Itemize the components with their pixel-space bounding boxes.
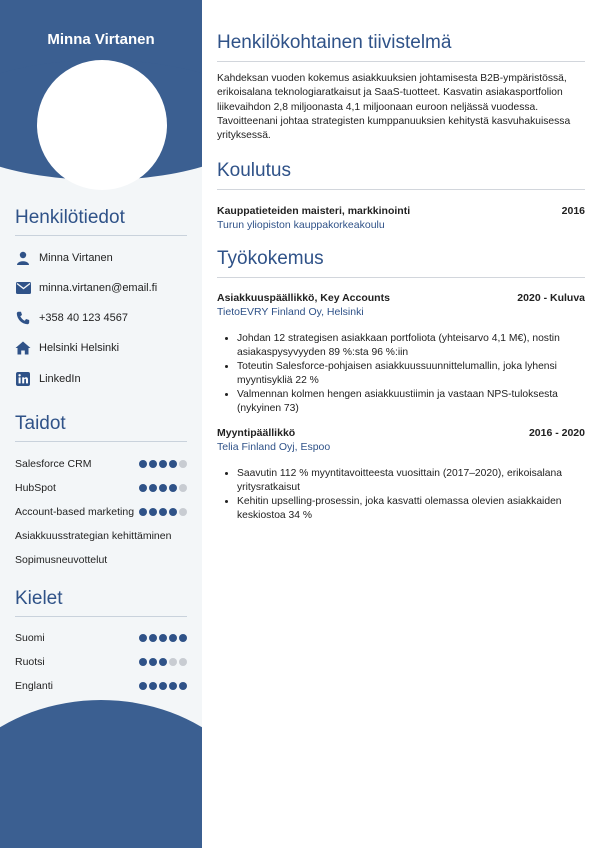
contact-phone-row[interactable] xyxy=(15,309,128,327)
rating-dot-filled xyxy=(139,658,147,666)
skill-row xyxy=(15,553,187,567)
school-name: Turun yliopiston kauppakorkeakoulu xyxy=(217,219,385,231)
rating-dot-filled xyxy=(149,658,157,666)
summary-heading: Henkilökohtainen tiivistelmä xyxy=(217,32,585,62)
language-label: Suomi xyxy=(15,632,45,644)
language-label: Ruotsi xyxy=(15,656,45,668)
job-dates: 2016 - 2020 xyxy=(528,427,585,439)
contact-name: Minna Virtanen xyxy=(39,252,113,264)
rating-dot-empty xyxy=(179,460,187,468)
rating-dot-filled xyxy=(149,508,157,516)
sidebar-footer-arc xyxy=(0,700,202,848)
rating-dot-filled xyxy=(149,484,157,492)
envelope-icon xyxy=(15,280,31,296)
skill-row xyxy=(15,481,187,495)
rating-dot-filled xyxy=(169,460,177,468)
language-row xyxy=(15,655,187,669)
rating-dot-filled xyxy=(139,484,147,492)
job-company: Telia Finland Oyj, Espoo xyxy=(217,441,331,453)
language-level xyxy=(139,634,187,642)
job-title: Asiakkuuspäällikkö, Key Accounts xyxy=(217,292,390,304)
rating-dot-filled xyxy=(169,682,177,690)
job-header xyxy=(217,292,585,304)
job-bullets xyxy=(217,467,597,523)
job-bullet: • Saavutin 112 % myyntitavoitteesta vuosittain (2017–2020), erikoisalana yritysratkaisut xyxy=(237,467,597,495)
candidate-name: Minna Virtanen xyxy=(47,31,155,48)
job-bullets xyxy=(217,332,597,416)
rating-dot-filled xyxy=(159,508,167,516)
summary-text: Kahdeksan vuoden kokemus asiakkuuksien johtamisesta B2B-ympäristössä, erikoisalana teknologiaratkaisut ja SaaS-tuotteet. Kasvatin asiakasportfolion liikevaihdon 2,8 miljoonasta 4,1 miljoonaan euroon neljässä vuodessa. Tavoitteenani johtaa strategisten kumppanuuksien kehitystä kasvuhakuisessa yrityksessä. xyxy=(217,73,571,142)
contact-address: Helsinki Helsinki xyxy=(39,342,120,354)
rating-dot-filled xyxy=(139,508,147,516)
education-heading: Koulutus xyxy=(217,160,585,190)
rating-dot-filled xyxy=(149,682,157,690)
rating-dot-filled xyxy=(159,460,167,468)
language-label: Englanti xyxy=(15,680,53,692)
rating-dot-empty xyxy=(179,658,187,666)
skill-level xyxy=(139,460,187,468)
linkedin-icon xyxy=(15,371,31,387)
rating-dot-filled xyxy=(169,508,177,516)
skill-label: Account-based marketing xyxy=(15,506,135,518)
job-dates: 2020 - Kuluva xyxy=(517,292,585,304)
rating-dot-empty xyxy=(169,658,177,666)
rating-dot-empty xyxy=(179,508,187,516)
rating-dot-filled xyxy=(169,634,177,642)
contact-address-row xyxy=(15,339,119,357)
rating-dot-filled xyxy=(139,682,147,690)
language-row xyxy=(15,679,187,693)
job-bullet: • Valmennan kolmen hengen asiakkuustiimin ja vastaan NPS-tuloksesta (nykyinen 73) xyxy=(237,388,597,416)
language-level xyxy=(139,658,187,666)
rating-dot-filled xyxy=(159,484,167,492)
sidebar xyxy=(0,0,202,848)
language-level xyxy=(139,682,187,690)
languages-heading: Kielet xyxy=(15,588,187,617)
rating-dot-filled xyxy=(139,634,147,642)
contact-linkedin-row[interactable] xyxy=(15,370,81,388)
contact-linkedin[interactable]: LinkedIn xyxy=(39,373,81,385)
phone-icon xyxy=(15,310,31,326)
rating-dot-filled xyxy=(159,634,167,642)
rating-dot-filled xyxy=(159,658,167,666)
contact-name-row xyxy=(15,249,113,267)
rating-dot-filled xyxy=(139,460,147,468)
job-bullet: • Kehitin upselling-prosessin, joka kasvatti olemassa olevien asiakkaiden keskiostoa 34 % xyxy=(237,495,597,523)
rating-dot-filled xyxy=(149,634,157,642)
experience-heading: Työkokemus xyxy=(217,248,585,278)
contact-email[interactable]: minna.virtanen@email.fi xyxy=(39,282,158,294)
rating-dot-empty xyxy=(179,484,187,492)
skill-label: HubSpot xyxy=(15,482,56,494)
job-header xyxy=(217,427,585,439)
skill-row xyxy=(15,529,187,543)
rating-dot-filled xyxy=(179,682,187,690)
home-icon xyxy=(15,340,31,356)
skills-heading: Taidot xyxy=(15,413,187,442)
education-entry-header xyxy=(217,205,585,217)
education-year: 2016 xyxy=(561,205,585,217)
degree-title: Kauppatieteiden maisteri, markkinointi xyxy=(217,205,411,217)
rating-dot-filled xyxy=(179,634,187,642)
skill-level xyxy=(139,484,187,492)
personal-info-heading: Henkilötiedot xyxy=(15,207,187,236)
rating-dot-filled xyxy=(159,682,167,690)
job-bullet: • Toteutin Salesforce-pohjaisen asiakkuussuunnittelumallin, joka lyhensi myyntisykliä 22 % xyxy=(237,360,597,388)
contact-phone[interactable]: +358 40 123 4567 xyxy=(39,312,129,324)
profile-photo-placeholder xyxy=(37,60,167,190)
skill-level xyxy=(139,508,187,516)
skill-row xyxy=(15,457,187,471)
job-title: Myyntipäällikkö xyxy=(217,427,296,439)
rating-dot-filled xyxy=(169,484,177,492)
contact-email-row[interactable] xyxy=(15,279,157,297)
rating-dot-filled xyxy=(149,460,157,468)
skill-label: Salesforce CRM xyxy=(15,458,92,470)
skill-label: Asiakkuusstrategian kehittäminen xyxy=(15,530,172,542)
job-bullet: • Johdan 12 strategisen asiakkaan portfoliota (yhteisarvo 4,1 M€), nostin asiakaspysyvyyden 89 %:sta 96 %:iin xyxy=(237,332,597,360)
person-icon xyxy=(15,250,31,266)
job-company: TietoEVRY Finland Oy, Helsinki xyxy=(217,306,364,318)
language-row xyxy=(15,631,187,645)
skill-label: Sopimusneuvottelut xyxy=(15,554,108,566)
skill-row xyxy=(15,505,187,519)
